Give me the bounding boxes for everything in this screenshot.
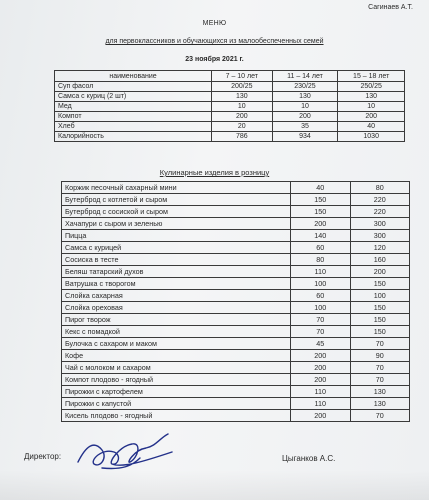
- retail-item-price: 70: [350, 410, 410, 422]
- retail-item-price: 80: [350, 182, 410, 194]
- menu-item-portion: 230/25: [272, 82, 338, 92]
- retail-row: [62, 362, 410, 374]
- page-shadow: [0, 470, 429, 500]
- retail-item-price: 160: [350, 254, 410, 266]
- document-date: 23 ноября 2021 г.: [185, 56, 244, 63]
- retail-item-price: 150: [350, 326, 410, 338]
- retail-item-price: 70: [350, 374, 410, 386]
- retail-item-price: 150: [350, 314, 410, 326]
- retail-item-name: Слойка ореховая: [62, 302, 291, 314]
- retail-row: [62, 314, 410, 326]
- retail-item-price: 70: [350, 338, 410, 350]
- retail-item-weight: 200: [291, 362, 351, 374]
- retail-row: [62, 194, 410, 206]
- menu-item-portion: 130: [338, 92, 405, 102]
- retail-item-price: 300: [350, 218, 410, 230]
- menu-item-name: Мед: [55, 102, 212, 112]
- menu-item-portion: 10: [338, 102, 405, 112]
- retail-item-weight: 60: [291, 242, 351, 254]
- retail-item-name: Сосиска в тесте: [62, 254, 291, 266]
- retail-table: [61, 181, 410, 422]
- menu-item-name: Хлеб: [55, 122, 212, 132]
- retail-row: [62, 386, 410, 398]
- retail-item-name: Ватрушка с творогом: [62, 278, 291, 290]
- retail-item-weight: 200: [291, 350, 351, 362]
- retail-item-price: 150: [350, 278, 410, 290]
- retail-item-name: Кофе: [62, 350, 291, 362]
- menu-item-name: Самса с куриц (2 шт): [55, 92, 212, 102]
- retail-item-name: Слойка сахарная: [62, 290, 291, 302]
- menu-row: [55, 122, 405, 132]
- retail-item-price: 220: [350, 206, 410, 218]
- retail-row: [62, 374, 410, 386]
- retail-row: [62, 326, 410, 338]
- retail-item-price: 70: [350, 362, 410, 374]
- retail-item-weight: 150: [291, 194, 351, 206]
- retail-item-weight: 110: [291, 386, 351, 398]
- retail-item-name: Бутерброд с котлетой и сыром: [62, 194, 291, 206]
- retail-item-name: Пирожки с капустой: [62, 398, 291, 410]
- retail-item-price: 100: [350, 290, 410, 302]
- header-age-7-10: 7 – 10 лет: [212, 71, 273, 82]
- retail-row: [62, 206, 410, 218]
- retail-item-name: Хачапури с сыром и зеленью: [62, 218, 291, 230]
- header-age-11-14: 11 – 14 лет: [272, 71, 338, 82]
- menu-item-portion: 200: [338, 112, 405, 122]
- menu-item-portion: 130: [272, 92, 338, 102]
- retail-item-name: Самса с курицей: [62, 242, 291, 254]
- retail-item-weight: 140: [291, 230, 351, 242]
- menu-row: [55, 132, 405, 142]
- menu-item-portion: 35: [272, 122, 338, 132]
- signature-label: Директор:: [24, 452, 62, 461]
- retail-item-price: 150: [350, 302, 410, 314]
- retail-item-weight: 200: [291, 410, 351, 422]
- menu-item-name: Калорийность: [55, 132, 212, 142]
- retail-row: [62, 398, 410, 410]
- retail-item-weight: 40: [291, 182, 351, 194]
- menu-row: [55, 102, 405, 112]
- retail-item-weight: 70: [291, 326, 351, 338]
- menu-table: [54, 70, 405, 142]
- menu-item-portion: 10: [272, 102, 338, 112]
- retail-item-name: Чай с молоком и сахаром: [62, 362, 291, 374]
- retail-row: [62, 410, 410, 422]
- retail-item-weight: 200: [291, 218, 351, 230]
- retail-row: [62, 230, 410, 242]
- menu-item-name: Суп фасол: [55, 82, 212, 92]
- document-subtitle: для первоклассников и обучающихся из малообеспеченных семей: [105, 38, 324, 45]
- menu-item-portion: 250/25: [338, 82, 405, 92]
- menu-item-portion: 200: [272, 112, 338, 122]
- retail-row: [62, 290, 410, 302]
- retail-item-price: 120: [350, 242, 410, 254]
- retail-row: [62, 254, 410, 266]
- retail-item-name: Пицца: [62, 230, 291, 242]
- retail-item-name: Пирожки с картофелем: [62, 386, 291, 398]
- header-age-15-18: 15 – 18 лет: [338, 71, 405, 82]
- menu-item-portion: 10: [212, 102, 273, 112]
- retail-row: [62, 302, 410, 314]
- retail-item-weight: 150: [291, 206, 351, 218]
- retail-item-weight: 110: [291, 398, 351, 410]
- retail-item-weight: 100: [291, 302, 351, 314]
- retail-item-weight: 45: [291, 338, 351, 350]
- retail-row: [62, 242, 410, 254]
- retail-row: [62, 266, 410, 278]
- retail-row: [62, 338, 410, 350]
- menu-item-portion: 20: [212, 122, 273, 132]
- retail-item-name: Кисель плодово - ягодный: [62, 410, 291, 422]
- retail-item-weight: 60: [291, 290, 351, 302]
- retail-item-weight: 70: [291, 314, 351, 326]
- menu-item-name: Компот: [55, 112, 212, 122]
- retail-item-weight: 110: [291, 266, 351, 278]
- retail-item-name: Пирог творож: [62, 314, 291, 326]
- retail-item-price: 220: [350, 194, 410, 206]
- retail-row: [62, 218, 410, 230]
- retail-row: [62, 350, 410, 362]
- retail-item-price: 130: [350, 398, 410, 410]
- menu-row: [55, 112, 405, 122]
- retail-item-price: 90: [350, 350, 410, 362]
- retail-item-price: 200: [350, 266, 410, 278]
- retail-row: [62, 182, 410, 194]
- menu-row: [55, 82, 405, 92]
- menu-item-portion: 786: [212, 132, 273, 142]
- retail-item-price: 300: [350, 230, 410, 242]
- retail-row: [62, 278, 410, 290]
- menu-item-portion: 200: [212, 112, 273, 122]
- menu-item-portion: 934: [272, 132, 338, 142]
- signatory-name: Цыганков А.С.: [282, 454, 336, 463]
- retail-item-weight: 200: [291, 374, 351, 386]
- document-title: МЕНЮ: [202, 20, 227, 27]
- retail-title: Кулинарные изделия в розницу: [159, 168, 270, 177]
- menu-row: [55, 92, 405, 102]
- retail-item-name: Булочка с сахаром и маком: [62, 338, 291, 350]
- retail-item-name: Компот плодово - ягодный: [62, 374, 291, 386]
- menu-item-portion: 1030: [338, 132, 405, 142]
- retail-item-price: 130: [350, 386, 410, 398]
- retail-item-weight: 80: [291, 254, 351, 266]
- menu-item-portion: 130: [212, 92, 273, 102]
- author-name: Сагинаев А.Т.: [368, 4, 413, 11]
- retail-item-name: Кекс с помадкой: [62, 326, 291, 338]
- retail-item-name: Коржик песочный сахарный мини: [62, 182, 291, 194]
- retail-item-name: Бутерброд с сосиской и сыром: [62, 206, 291, 218]
- retail-item-weight: 100: [291, 278, 351, 290]
- menu-item-portion: 200/25: [212, 82, 273, 92]
- menu-item-portion: 40: [338, 122, 405, 132]
- header-name: наименование: [55, 71, 212, 82]
- menu-table-header: [55, 71, 405, 82]
- retail-item-name: Беляш татарский духов: [62, 266, 291, 278]
